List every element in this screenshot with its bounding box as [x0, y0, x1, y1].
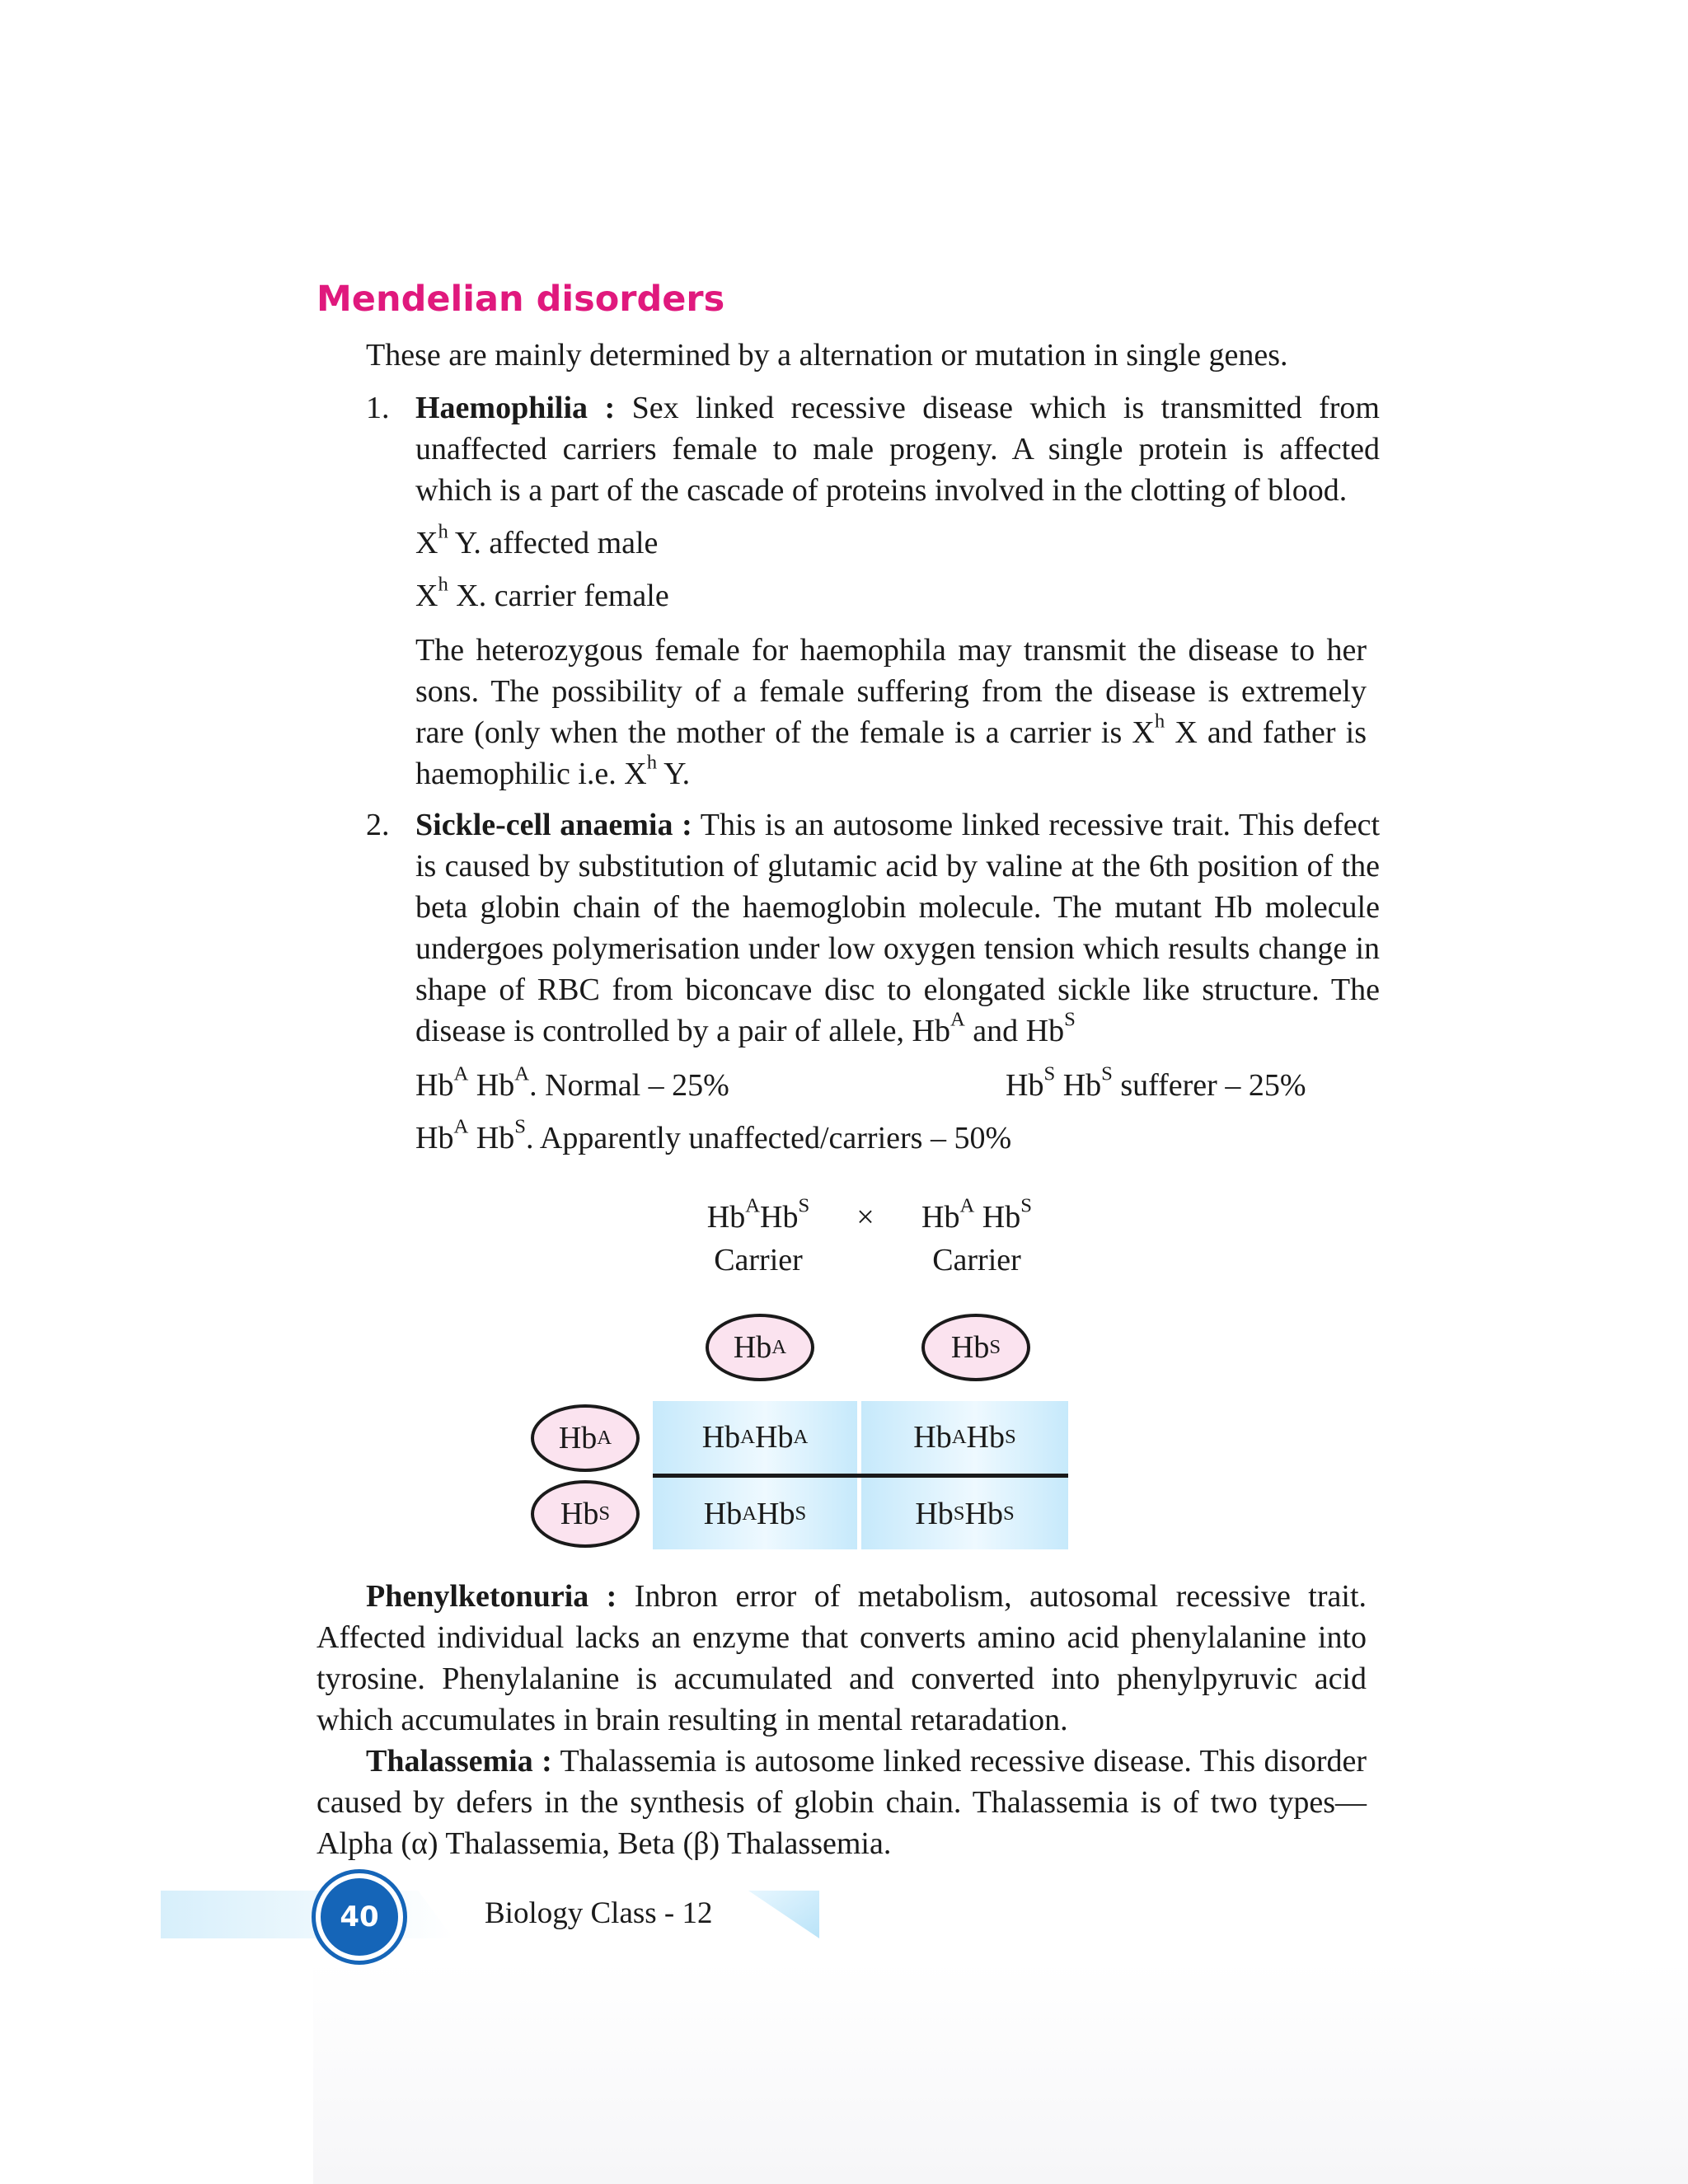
page-shade — [313, 1961, 1688, 2184]
haemophilia-inheritance-paragraph: The heterozygous female for haemophila may transmit the disease to her sons. The possibility of a female suffering from the disease is extremely rare (only when the mother of the female is a carrier is $X^h$ X and father is haemophilic i.e. $X^h$ Y. — [415, 633, 1367, 791]
footer-band — [161, 1891, 453, 1938]
book-title: Biology Class - 12 — [485, 1896, 713, 1930]
intro-text: These are mainly determined by a alternation or mutation in single genes. — [366, 338, 1288, 373]
term-phenylketonuria: Phenylketonuria : — [366, 1579, 617, 1614]
punnett-cell-aa: Hb A Hb A — [653, 1401, 857, 1474]
page-number-badge — [312, 1869, 407, 1965]
punnett-cell-as-top: Hb A Hb S — [861, 1401, 1068, 1474]
list-item-sickle-cell: 2. Sickle-cell anaemia : This is an autosome linked recessive trait. This defect is caused by substitution of glutamic acid by valine at the 6th position of the beta globin chain of the haemoglobin molecule. The mutant Hb molecule undergoes polymerisation under low oxygen tension which results change in shape of RBC from biconcave disc to elongated sickle like structure. The disease is controlled by a pair of allele, $Hb^A$ and $Hb^S$ — [366, 804, 1380, 1052]
term-thalassemia: Thalassemia : — [366, 1744, 552, 1779]
genotype-carrier: $Hb^A$ $Hb^S$. Apparently unaffected/carriers – 50% — [415, 1115, 1012, 1155]
genotype-sufferer: $Hb^S$ $Hb^S$ sufferer – 25% — [1006, 1062, 1306, 1103]
gamete-left-s: Hb S — [531, 1480, 640, 1548]
punnett-cell-ss: Hb S Hb S — [861, 1478, 1068, 1549]
gamete-top-s: Hb S — [921, 1314, 1030, 1381]
list-number: 1. — [366, 391, 390, 425]
footer-decoration — [748, 1891, 819, 1938]
parent-left-label: Carrier — [714, 1243, 803, 1277]
list-number: 2. — [366, 808, 390, 842]
thalassemia-paragraph: Thalassemia : Thalassemia is autosome linked recessive disease. This disorder caused by defers in the synthesis of globin chain. Thalassemia is of two types—Alpha (α) Thalassemia, Beta (β) Thalassemia. — [316, 1744, 1367, 1861]
gamete-top-a: Hb A — [706, 1314, 814, 1381]
parent-right-genotype: $Hb^A$ $Hb^S$ — [921, 1194, 1032, 1235]
term-haemophilia: Haemophilia : — [415, 391, 616, 425]
parent-left-genotype: $Hb^AHb^S$ — [706, 1194, 810, 1235]
genotype-carrier-female: $X^h$ X. carrier female — [415, 573, 669, 613]
term-sickle-cell: Sickle-cell anaemia : — [415, 808, 692, 842]
cross-symbol: × — [856, 1200, 874, 1235]
punnett-cell-as-bottom: Hb A Hb S — [653, 1478, 857, 1549]
genotype-affected-male: $X^h$ Y. affected male — [415, 520, 659, 560]
page-number: 40 — [321, 1878, 398, 1956]
sickle-cell-description: This is an autosome linked recessive trait. This defect is caused by substitution of glutamic acid by valine at the 6th position of the beta globin chain of the haemoglobin molecule. The mutant Hb molecule undergoes polymerisation under low oxygen tension which results change in shape of RBC from biconcave disc to elongated sickle like structure. The disease is controlled by a pair of allele, Hb — [415, 808, 1380, 1048]
genotype-normal: $Hb^A$ $Hb^A$. Normal – 25% — [415, 1062, 729, 1103]
parent-right-label: Carrier — [932, 1243, 1021, 1277]
haemophilia-description: Sex linked recessive disease which is transmitted from unaffected carriers female to male progeny. A single protein is affected which is a part of the cascade of proteins involved in the clotting of blood. — [415, 391, 1380, 508]
section-heading: Mendelian disorders — [316, 279, 725, 320]
list-item-haemophilia — [366, 387, 1380, 511]
phenylketonuria-paragraph: Phenylketonuria : Inbron error of metabolism, autosomal recessive trait. Affected individual lacks an enzyme that converts amino acid phenylalanine into tyrosine. Phenylalanine is accumulated and converted into phenylpyruvic acid which accumulates in brain resulting in mental retaradation. — [316, 1579, 1367, 1737]
punnett-horizontal-divider — [653, 1474, 1068, 1478]
gamete-left-a: Hb A — [531, 1404, 640, 1472]
